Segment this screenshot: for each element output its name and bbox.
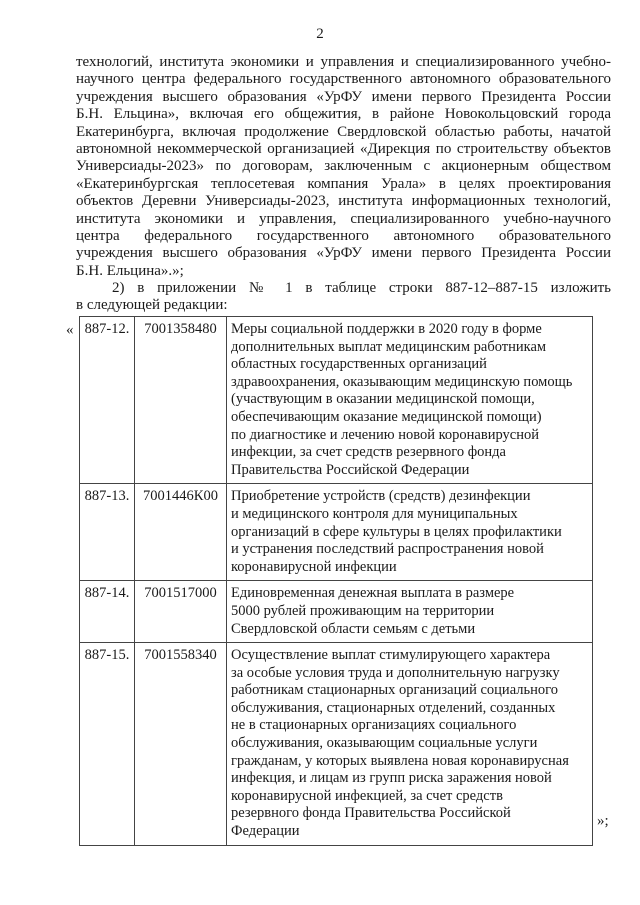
text-line: автономной некоммерческой организацией «Дирекция по строительству объектов — [76, 141, 611, 158]
description-line: обслуживания, стационарных отделений, созданных — [231, 699, 556, 716]
description-line: инфекции, за счет средств резервного фонда — [231, 444, 506, 461]
description-line: по диагностике и лечению новой коронавирусной — [231, 426, 539, 443]
row-number: 887-14. — [80, 581, 135, 643]
target-code: 7001517000 — [135, 581, 227, 643]
text-line: учреждения высшего образования «УрФУ имени первого Президента России — [76, 245, 611, 262]
description-line: и медицинского контроля для муниципальных — [231, 505, 518, 522]
description-line: работникам стационарных организаций социального — [231, 682, 558, 699]
text-line: технологий, института экономики и управления и специализированного учебно- — [76, 54, 611, 70]
table-row — [80, 317, 593, 484]
table-row — [80, 581, 593, 643]
description-line: коронавирусной инфекцией, за счет средств — [231, 787, 503, 804]
text-line: учреждения высшего образования «УрФУ имени первого Президента России — [76, 88, 611, 105]
text-line: 2) в приложении № 1 в таблице строки 887-12–887-15 изложить — [112, 280, 611, 296]
description-line: обслуживания, оказывающим социальные услуги — [231, 735, 538, 752]
description-line: (участвующим в оказании медицинской помощи, — [231, 391, 535, 408]
target-code: 7001446К00 — [135, 484, 227, 581]
description-line: и устранения последствий распространения новой — [231, 541, 544, 558]
row-number: 887-13. — [80, 484, 135, 581]
description-line: за особые условия труда и дополнительную нагрузку — [231, 664, 560, 681]
budget-table — [79, 316, 593, 846]
text-line: института экономики и управления, специализированного учебно-научного — [76, 210, 611, 227]
table-row — [80, 484, 593, 581]
paragraph-continuation — [76, 54, 611, 280]
table-row — [80, 643, 593, 846]
description-line: 5000 рублей проживающим на территории — [231, 602, 495, 619]
text-line: Универсиады-2023» по договорам, заключенным с акционерным обществом — [76, 158, 611, 175]
description-line: Федерации — [231, 823, 300, 840]
target-code: 7001558340 — [135, 643, 227, 846]
description-line: организаций в сфере культуры в целях профилактики — [231, 523, 562, 540]
page-number: 2 — [316, 26, 324, 42]
paragraph-amendment — [76, 280, 611, 315]
target-code: 7001358480 — [135, 317, 227, 484]
text-line: Б.Н. Ельцина».»; — [76, 262, 184, 279]
description-line: коронавирусной инфекции — [231, 558, 397, 575]
description-line: здравоохранения, оказывающим медицинскую помощь — [231, 373, 573, 390]
quote-open-mark: « — [66, 322, 74, 338]
description-line: Правительства Российской Федерации — [231, 461, 470, 478]
row-description — [227, 643, 593, 846]
row-description — [227, 317, 593, 484]
row-number: 887-15. — [80, 643, 135, 846]
description-line: областных государственных организаций — [231, 356, 487, 373]
description-line: Меры социальной поддержки в 2020 году в форме — [231, 321, 542, 337]
row-description — [227, 484, 593, 581]
text-line: в следующей редакции: — [76, 297, 228, 314]
description-line: гражданам, у которых выявлена новая коронавирусная — [231, 752, 569, 769]
description-line: Приобретение устройств (средств) дезинфекции — [231, 488, 531, 505]
description-line: Осуществление выплат стимулирующего характера — [231, 647, 551, 664]
quote-close-mark: »; — [597, 813, 609, 829]
description-line: Единовременная денежная выплата в размере — [231, 585, 515, 602]
description-line: не в стационарных организациях социального — [231, 717, 517, 734]
row-description — [227, 581, 593, 643]
description-line: инфекция, и лицам из групп риска заражения новой — [231, 770, 552, 787]
text-line: Б.Н. Ельцина», включая его общежития, в районе Новокольцовский города — [76, 106, 611, 123]
description-line: дополнительных выплат медицинским работникам — [231, 338, 547, 355]
text-line: «Екатеринбургская теплосетевая компания Урала» в целях проектирования — [76, 175, 611, 192]
text-line: центра федерального государственного автономного образовательного — [76, 228, 611, 245]
description-line: резервного фонда Правительства Российской — [231, 805, 511, 822]
text-line: объектов Деревни Универсиады-2023, института информационных технологий, — [76, 193, 611, 210]
row-number: 887-12. — [80, 317, 135, 484]
text-line: Екатеринбурга, включая продолжение Свердловской областью работы, начатой — [76, 123, 611, 140]
description-line: Свердловской области семьям с детьми — [231, 620, 476, 637]
description-line: обеспечивающим оказание медицинской помощи) — [231, 408, 542, 425]
text-line: научного центра федерального государственного автономного образовательного — [76, 71, 611, 88]
